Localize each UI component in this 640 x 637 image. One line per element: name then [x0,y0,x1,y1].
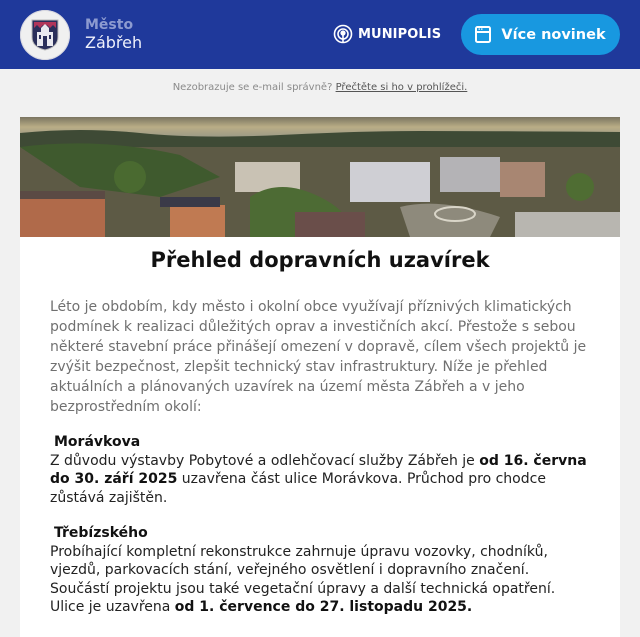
brand-city-name: Zábřeh [85,33,143,53]
closure-section-moravkova [50,433,590,507]
closure-section-trebizskeho [50,524,590,617]
newspaper-icon [475,26,491,43]
article-title: Přehled dopravních uzavírek [150,248,490,272]
city-logo[interactable] [20,10,70,60]
header-bar [0,0,640,69]
munipolis-logo[interactable] [333,24,441,44]
article-card [20,117,620,637]
section-text: Probíhající kompletní rekonstrukce zahrnuje úpravu vozovky, chodníků, vjezdů, parkovacích stání, veřejného osvětlení i dopravního značení. Součástí projektu jsou také vegetační úpravy a další technická opatření. Ulice je uzavřena [50,543,556,615]
article-intro: Léto je obdobím, kdy město i okolní obce využívají příznivých klimatických podmínek k realizaci důležitých oprav a investičních akcí. Přestože s sebou některé stavební práce přinášejí omezení v dopravě, cílem všech projektů je zvýšit bezpečnost, zlepšit technický stav infrastruktury. Níže je přehled aktuálních a plánovaných uzavírek na území města Zábřeh a v jeho bezprostředním okolí: [50,299,587,415]
brand [85,17,142,53]
section-text-end: uzavřena část ulice Morávkova. Průchod pro chodce zůstává zajištěn. [50,471,546,506]
section-dates: od 1. července do 27. listopadu 2025. [174,599,473,615]
preheader [0,69,640,117]
section-text: Z důvodu výstavby Pobytové a odlehčovací služby Zábřeh je [50,452,480,469]
preheader-text: Nezobrazuje se e-mail správně? [172,82,333,93]
view-in-browser-link[interactable]: Přečtěte si ho v prohlížeči. [335,82,468,93]
section-heading: Třebízského [54,525,148,541]
section-heading: Morávkova [54,434,141,450]
broadcast-icon [333,24,353,44]
more-news-label: Více novinek [501,26,606,43]
brand-city-label: Město [85,16,134,33]
more-news-button[interactable] [461,14,620,55]
munipolis-label: MUNIPOLIS [358,26,442,42]
hero-image [20,117,620,237]
section-dates: od 16. června do 30. září 2025 [50,452,587,487]
coat-of-arms-icon [31,19,59,51]
